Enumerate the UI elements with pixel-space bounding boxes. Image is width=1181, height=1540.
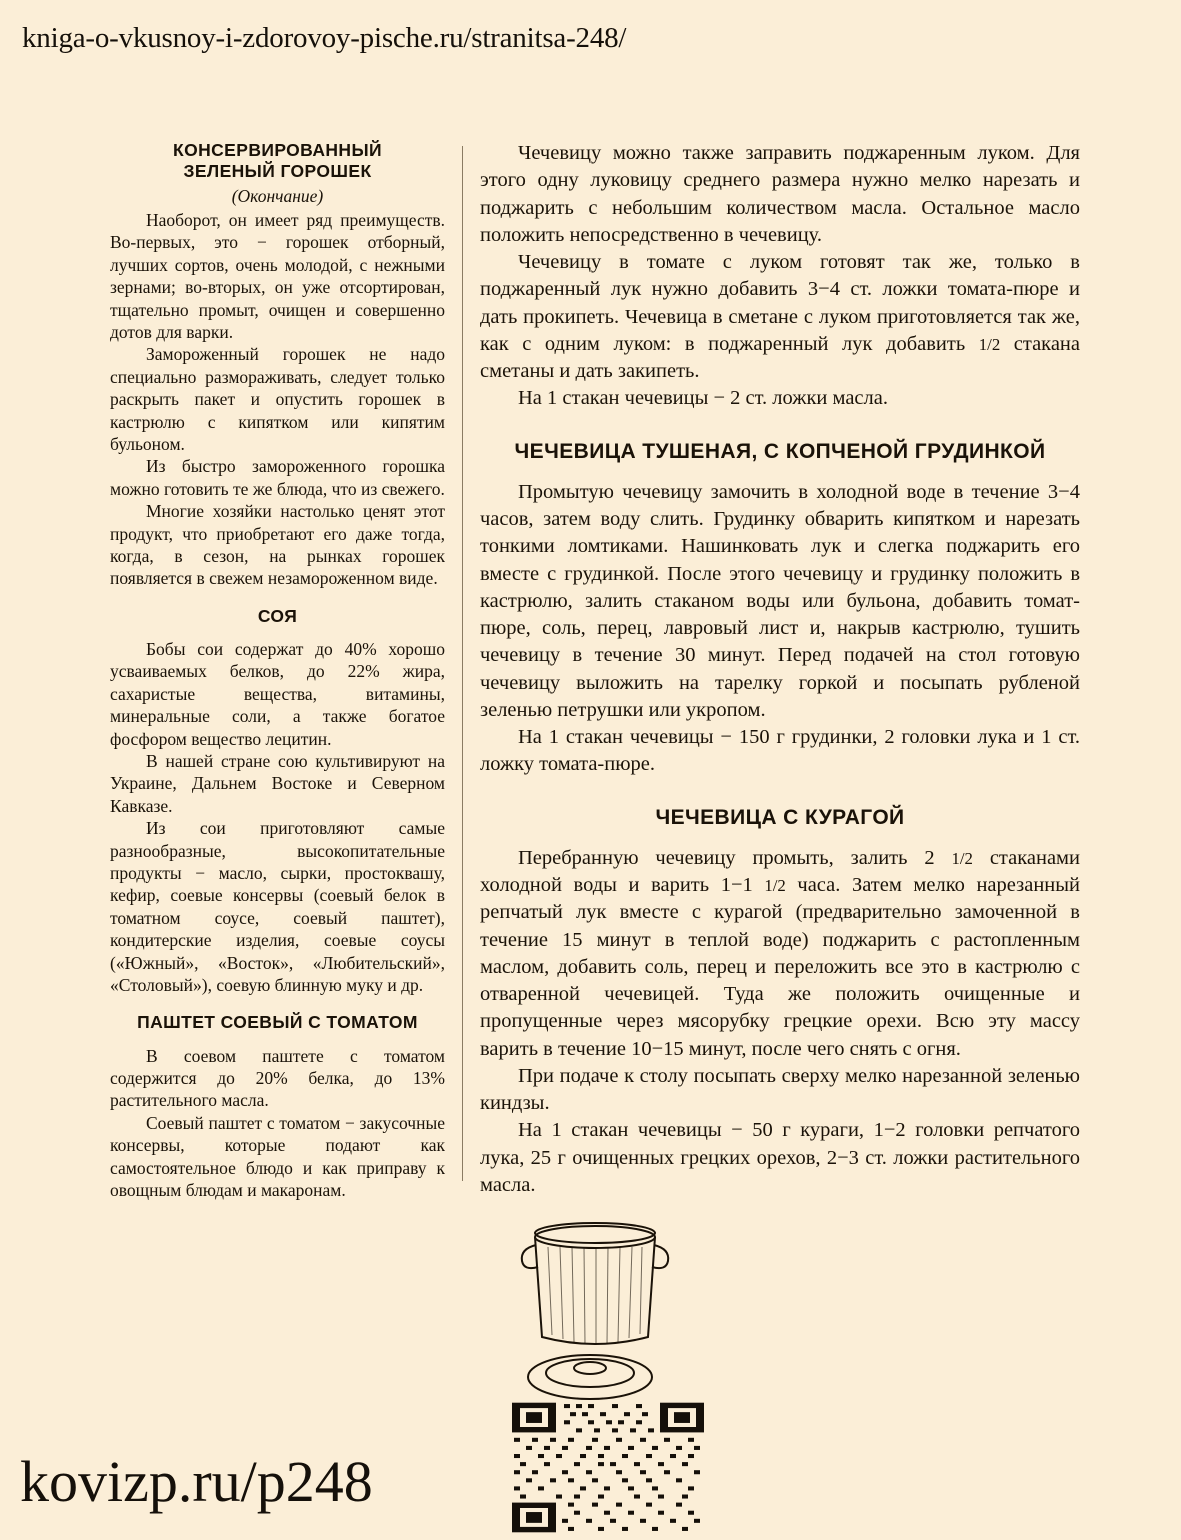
column-divider	[462, 146, 463, 1181]
paragraph-right-7: При подаче к столу посыпать сверху мелко нарезанной зеленью киндзы.	[480, 1064, 1080, 1114]
right-column	[480, 140, 1080, 1199]
spacer	[110, 590, 445, 606]
paragraph-left-6: В нашей стране сою культивируют на Украине, Дальнем Востоке и Северном Кавказе.	[110, 751, 445, 816]
heading-soy-pate-with-tomato: ПАШТЕТ СОЕВЫЙ С ТОМАТОМ	[137, 1012, 418, 1033]
spacer	[110, 1036, 445, 1045]
qr-code-image	[508, 1400, 708, 1535]
qr-code	[508, 1400, 708, 1535]
article-columns	[110, 140, 1085, 1200]
heading-soya: СОЯ	[257, 605, 298, 626]
paragraph-left-7: Из сои приготовляют самые разнообразные, высокопитательные продукты − масло, сырки, простоквашу, кефир, соевые консервы (соевый белок в томатном соусе, соевый паштет), кондитерские изделия, соевые соусы («Южный», «Восток», «Любительский», «Столовый»), соевую блинную муку и др.	[110, 818, 445, 995]
left-column	[110, 140, 445, 1201]
paragraph-right-6-part1: Перебранную чечевицу промыть, залить 2	[518, 846, 952, 869]
heading-lentils-with-dried-apricots: ЧЕЧЕВИЦА С КУРАГОЙ	[655, 805, 905, 829]
spacer	[110, 996, 445, 1012]
spacer	[110, 629, 445, 638]
paragraph-left-2: Замороженный горошек не надо специально размораживать, следует только раскрыть пакет и опустить горошек в кастрюлю с кипятком или кипятим бульоном.	[110, 344, 445, 454]
paragraph-right-2	[480, 249, 1080, 385]
bottom-url-text: kovizp.ru/p248	[20, 1449, 373, 1514]
paragraph-left-5: Бобы сои содержат до 40% хорошо усваиваемых белков, до 22% жира, сахаристые вещества, витамины, минеральные соли, а также богатое фосфором вещество лецитин.	[110, 639, 445, 749]
fraction-one-half-b: 1/2	[764, 876, 786, 895]
paragraph-right-2-part2: стакана сметаны и дать закипеть.	[480, 332, 1080, 382]
paragraph-right-6	[480, 845, 1080, 1063]
cooking-pot-illustration	[470, 1205, 720, 1405]
top-url-text: kniga-o-vkusnoy-i-zdorovoy-pische.ru/stranitsa-248/	[22, 22, 627, 54]
paragraph-right-2-part1: Чечевицу в томате с луком готовят так же, только в поджаренный лук нужно добавить 3−4 ст. ложки томата-пюре и дать прокипеть. Чечевица в сметане с луком приготовляется так же, как с одним луком: в поджаренный лук добавить	[480, 251, 1080, 355]
fraction-one-half-a: 1/2	[951, 848, 973, 868]
paragraph-left-8: В соевом паштете с томатом содержится до 20% белка, до 13% растительного масла.	[110, 1045, 445, 1111]
paragraph-right-6-part2: стаканами холодной воды и варить 1−1	[480, 846, 1080, 896]
heading-canned-green-peas	[110, 140, 445, 183]
paragraph-right-1: Чечевицу можно также заправить поджаренным луком. Для этого одну луковицу среднего размера нужно мелко нарезать и поджарить с небольшим количеством масла. Остальное масло положить непосредственно в чечевицу.	[480, 142, 1080, 246]
paragraph-left-3: Из быстро замороженного горошка можно готовить те же блюда, что из свежего.	[110, 456, 445, 499]
paragraph-right-4: Промытую чечевицу замочить в холодной воде в течение 3−4 часов, затем воду слить. Грудинку обварить кипятком и нарезать тонкими ломтиками. Нашинковать лук и слегка поджарить его вместе с грудинкой. После этого чечевицу и грудинку положить в кастрюлю, залить стаканом воды или бульона, добавить томат-пюре, соль, перец, лавровый лист и, накрыв кастрюлю, тушить чечевицу в течение 30 минут. Перед подачей на стол готовую чечевицу выложить на тарелку горкой и посыпать рубленой зеленью петрушки или укропом.	[480, 480, 1080, 721]
paragraph-right-5: На 1 стакан чечевицы − 150 г грудинки, 2 головки лука и 1 ст. ложку томата-пюре.	[480, 726, 1080, 776]
heading-line-1: КОНСЕРВИРОВАННЫЙ	[173, 140, 382, 160]
paragraph-left-4: Многие хозяйки настолько ценят этот продукт, что приобретают его даже тогда, когда, в сезон, на рынках горошек появляется в свежем незамороженном виде.	[110, 501, 445, 589]
subheading-continuation: (Окончание)	[231, 185, 324, 206]
paragraph-left-9: Соевый паштет с томатом − закусочные консервы, которые подают как самостоятельное блюдо и как приправу к овощным блюдам и макаронам.	[110, 1112, 445, 1200]
paragraph-right-3: На 1 стакан чечевицы − 2 ст. ложки масла.	[518, 387, 888, 410]
pot-icon	[470, 1205, 720, 1405]
heading-line-2: ЗЕЛЕНЫЙ ГОРОШЕК	[183, 161, 372, 182]
paragraph-right-8: На 1 стакан чечевицы − 50 г кураги, 1−2 головки репчатого лука, 25 г очищенных грецких орехов, 2−3 ст. ложки растительного масла.	[480, 1119, 1080, 1196]
paragraph-left-1: Наоборот, он имеет ряд преимуществ. Во-первых, это − горошек отборный, лучших сортов, очень молодой, с нежными зернами; во-вторых, он уже отсортирован, тщательно промыт, очищен и совершенно дотов для варки.	[110, 210, 445, 343]
fraction-one-half: 1/2	[978, 334, 1001, 354]
heading-stewed-lentils-with-smoked-brisket: ЧЕЧЕВИЦА ТУШЕНАЯ, С КОПЧЕНОЙ ГРУДИНКОЙ	[514, 439, 1046, 463]
paragraph-right-6-part3: часа. Затем мелко нарезанный репчатый лук вместе с курагой (предварительно замоченной в течение 15 минут в теплой воде) поджарить с растопленным маслом, добавить соль, перец и переложить все это в кастрюлю с отваренной чечевицей. Туда же положить очищенные и пропущенные через мясорубку грецкие орехи. Всю эту массу варить в течение 10−15 минут, после чего снять с огня.	[480, 874, 1081, 1060]
